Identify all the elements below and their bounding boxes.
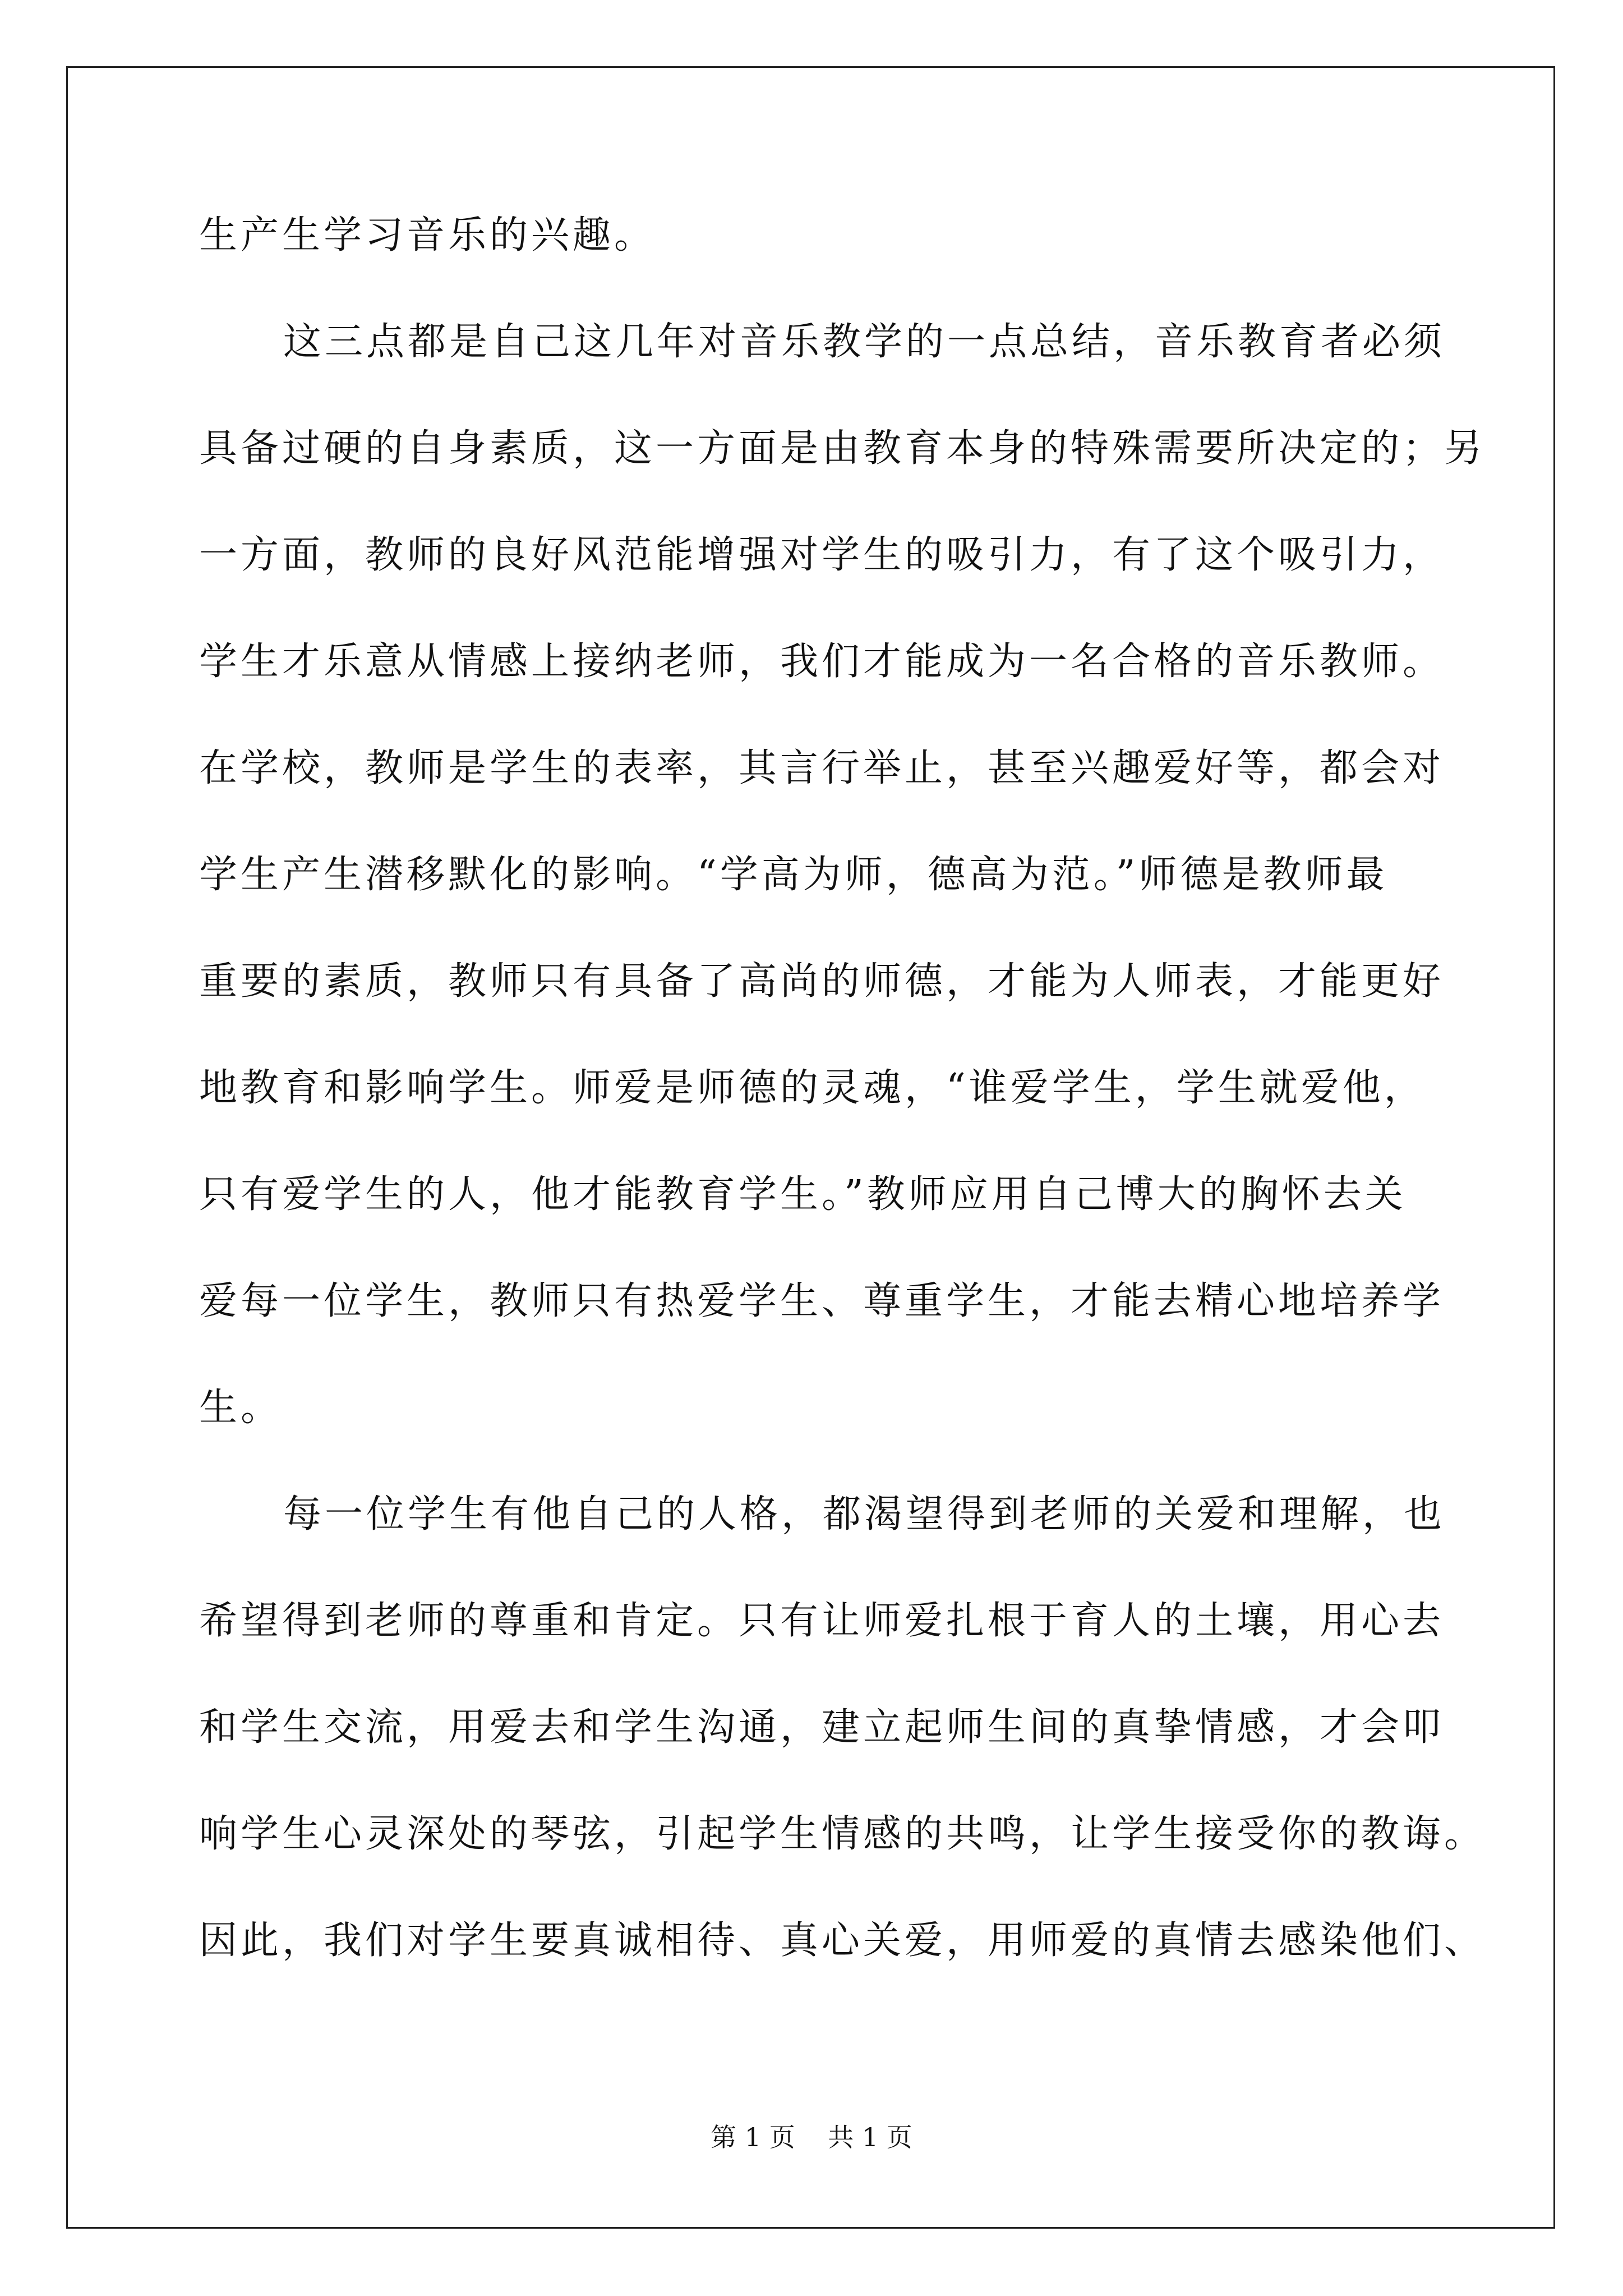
text-line: 只有爱学生的人，他才能教育学生。”教师应用自己博大的胸怀去关 — [199, 1172, 1407, 1217]
text-line: 和学生交流，用爱去和学生沟通，建立起师生间的真挚情感，才会叩 — [199, 1705, 1445, 1750]
page-border — [66, 66, 1555, 2229]
text-line: 响学生心灵深处的琴弦，引起学生情感的共鸣，让学生接受你的教诲。 — [199, 1812, 1486, 1856]
text-line: 具备过硬的自身素质，这一方面是由教育本身的特殊需要所决定的；另 — [199, 426, 1486, 471]
text-line: 学生产生潜移默化的影响。“学高为师，德高为范。”师德是教师最 — [199, 853, 1388, 897]
text-line: 爱每一位学生，教师只有热爱学生、尊重学生，才能去精心地培养学 — [199, 1279, 1445, 1323]
text-line: 学生才乐意从情感上接纳老师，我们才能成为一名合格的音乐教师。 — [199, 639, 1445, 684]
text-line: 重要的素质，教师只有具备了高尚的师德，才能为人师表，才能更好 — [199, 959, 1445, 1004]
paragraph-first-line: 每一位学生有他自己的人格，都渴望得到老师的关爱和理解，也 — [283, 1492, 1446, 1536]
text-line: 地教育和影响学生。师爱是师德的灵魂，“谁爱学生，学生就爱他， — [199, 1066, 1426, 1110]
text-line: 在学校，教师是学生的表率，其言行举止，甚至兴趣爱好等，都会对 — [199, 746, 1445, 790]
text-line: 生。 — [199, 1386, 283, 1430]
text-line: 希望得到老师的尊重和肯定。只有让师爱扎根于育人的土壤，用心去 — [199, 1599, 1445, 1643]
paragraph-first-line: 这三点都是自己这几年对音乐教学的一点总结，音乐教育者必须 — [283, 320, 1446, 364]
text-line: 生产生学习音乐的兴趣。 — [199, 213, 656, 257]
page-number-footer: 第 1 页 共 1 页 — [711, 2122, 912, 2152]
text-line: 因此，我们对学生要真诚相待、真心关爱，用师爱的真情去感染他们、 — [199, 1918, 1486, 1963]
text-line: 一方面，教师的良好风范能增强对学生的吸引力，有了这个吸引力， — [199, 533, 1445, 577]
